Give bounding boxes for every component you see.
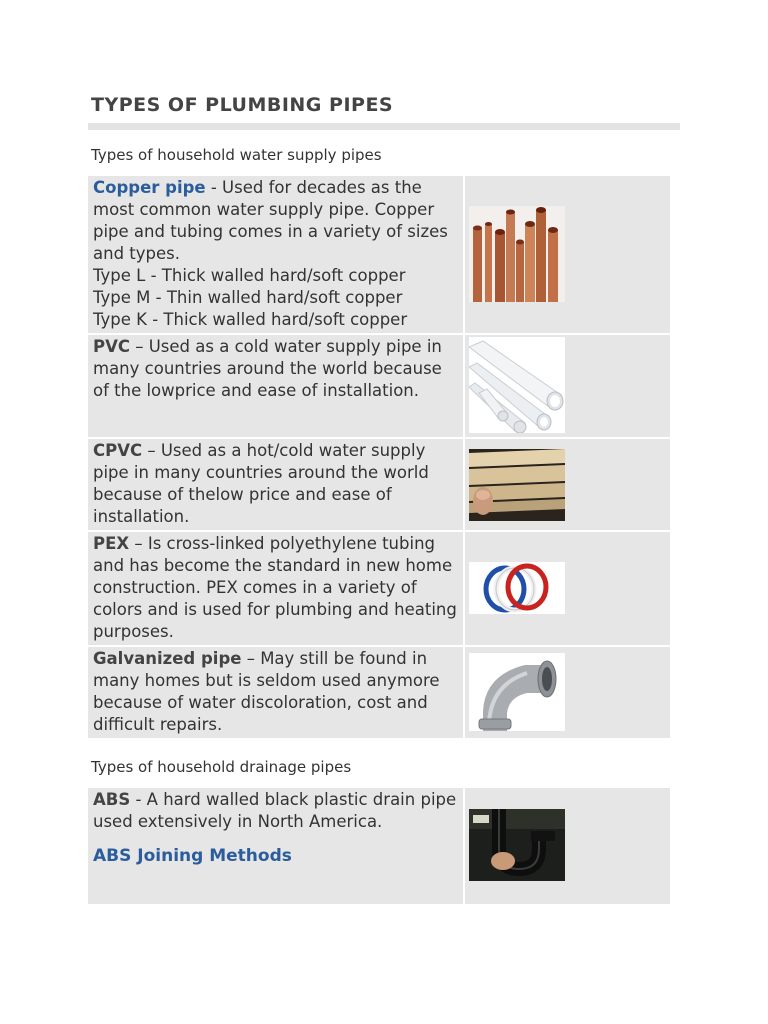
supply-section-heading: Types of household water supply pipes <box>91 146 382 164</box>
galvanized-image-cell <box>465 647 670 738</box>
copper-type-m: Type M - Thin walled hard/soft copper <box>93 288 403 307</box>
copper-type-l: Type L - Thick walled hard/soft copper <box>93 266 406 285</box>
pex-description: – Is cross-linked polyethylene tubing and has become the standard in new home construction. PEX comes in a variety of colors and is used for plumbing and heating purposes. <box>93 534 457 641</box>
cpvc-description: – Used as a hot/cold water supply pipe in many countries around the world because of thelow price and ease of installation. <box>93 441 429 526</box>
page-title: TYPES OF PLUMBING PIPES <box>91 94 394 116</box>
table-row-galvanized <box>88 647 670 738</box>
copper-pipe-link[interactable]: Copper pipe <box>93 178 206 197</box>
abs-joining-methods-link[interactable]: ABS Joining Methods <box>93 846 292 866</box>
supply-pipes-table <box>86 174 672 740</box>
pex-image-cell <box>465 532 670 645</box>
title-divider <box>88 123 680 130</box>
copper-image-cell <box>465 176 670 333</box>
cpvc-term: CPVC <box>93 441 143 460</box>
cpvc-description-cell <box>88 439 463 530</box>
galvanized-description-cell <box>88 647 463 738</box>
abs-description-cell <box>88 788 463 904</box>
table-row-pex <box>88 532 670 645</box>
abs-description: - A hard walled black plastic drain pipe used extensively in North America. <box>93 790 457 831</box>
table-row-abs <box>88 788 670 904</box>
pvc-description-cell <box>88 335 463 437</box>
cpvc-pipes-photo <box>469 449 565 521</box>
pvc-image-cell <box>465 335 670 437</box>
copper-type-k: Type K - Thick walled hard/soft copper <box>93 310 408 329</box>
table-row-copper <box>88 176 670 333</box>
galvanized-term: Galvanized pipe <box>93 649 242 668</box>
abs-trap-photo <box>469 809 565 881</box>
pvc-pipes-photo <box>469 337 565 433</box>
copper-description: - Used for decades as the most common water supply pipe. Copper pipe and tubing comes in a variety of sizes and types. <box>93 178 448 263</box>
pex-term: PEX <box>93 534 130 553</box>
abs-term: ABS <box>93 790 131 809</box>
galvanized-description: – May still be found in many homes but is seldom used anymore because of water discoloration, cost and difficult repairs. <box>93 649 440 734</box>
abs-image-cell <box>465 788 670 904</box>
pvc-description: – Used as a cold water supply pipe in many countries around the world because of the lowprice and ease of installation. <box>93 337 442 400</box>
copper-pipes-photo <box>469 206 565 302</box>
pex-tubing-photo <box>469 562 565 614</box>
table-row-pvc <box>88 335 670 437</box>
drainage-section-heading: Types of household drainage pipes <box>91 758 352 776</box>
cpvc-image-cell <box>465 439 670 530</box>
pex-description-cell <box>88 532 463 645</box>
galvanized-elbow-photo <box>469 653 565 731</box>
pvc-term: PVC <box>93 337 130 356</box>
copper-description-cell <box>88 176 463 333</box>
drainage-pipes-table <box>86 786 672 906</box>
table-row-cpvc <box>88 439 670 530</box>
